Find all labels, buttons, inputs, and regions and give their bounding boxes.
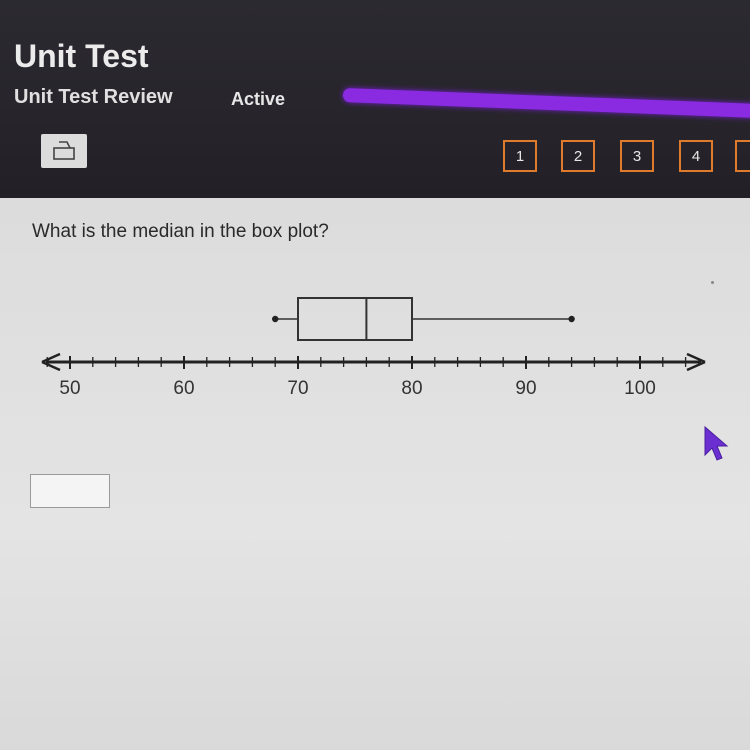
tick-label: 100 — [624, 378, 656, 399]
min-point — [272, 316, 278, 322]
question-nav-3[interactable]: 3 — [620, 140, 654, 172]
iqr-box — [298, 298, 412, 340]
mouse-cursor-icon — [703, 425, 733, 465]
printer-icon — [51, 140, 77, 162]
question-nav-more[interactable] — [735, 140, 750, 172]
assignment-title: Unit Test Review — [14, 86, 173, 108]
tick-label: 50 — [59, 378, 81, 399]
print-button[interactable] — [41, 134, 87, 168]
stray-dot — [711, 281, 714, 284]
answer-input[interactable] — [30, 474, 110, 508]
tick-label: 70 — [287, 378, 309, 399]
question-nav-1[interactable]: 1 — [503, 140, 537, 172]
question-nav-4[interactable]: 4 — [679, 140, 713, 172]
status-label: Active — [231, 89, 286, 109]
question-nav-2[interactable]: 2 — [561, 140, 595, 172]
question-prompt: What is the median in the box plot? — [32, 221, 329, 242]
tick-label: 60 — [173, 378, 195, 399]
max-point — [568, 316, 574, 322]
tick-label: 90 — [515, 378, 537, 399]
tick-label: 80 — [401, 378, 423, 399]
page-title: Unit Test — [14, 38, 149, 74]
box-plot — [0, 280, 750, 410]
